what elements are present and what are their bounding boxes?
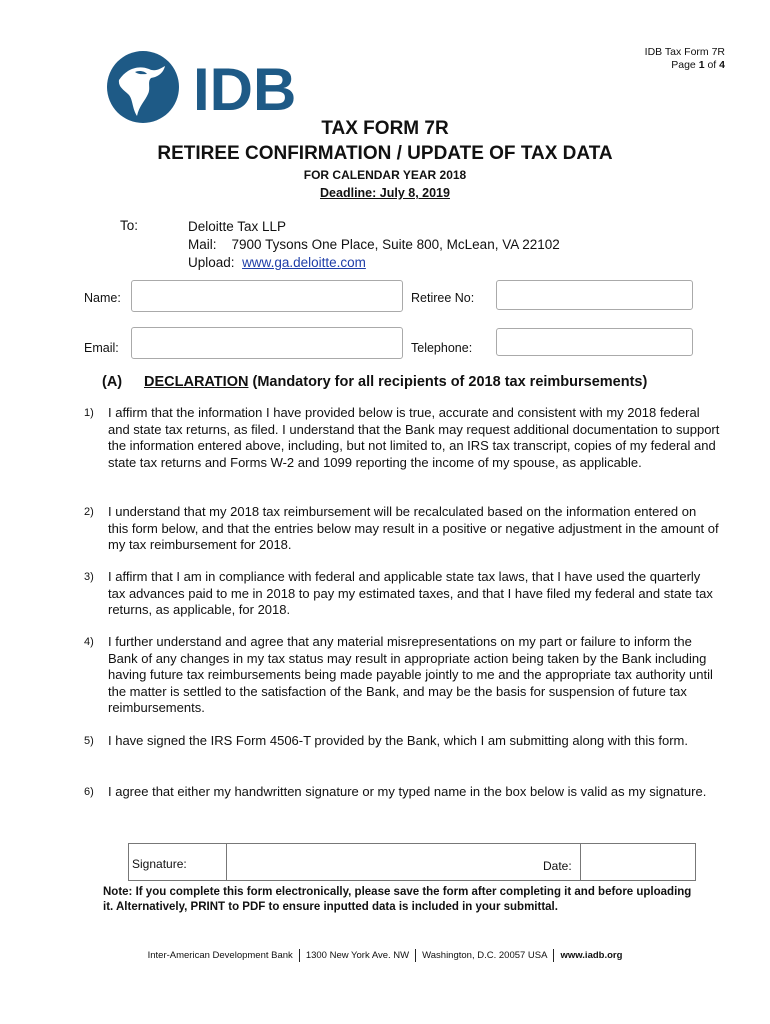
idb-globe-icon xyxy=(105,50,300,125)
declaration-item: I affirm that the information I have provided below is true, accurate and consistent with my 2018 federal and state tax returns, as filed. I understand that the Bank may request additional documentation to support the information entered above, including, but not limited to, an IRS tax transcript, copies of my federal and state tax returns and Forms W-2 and 1099 reporting the income of my spouse, as applicable. xyxy=(108,405,720,470)
footer-separator xyxy=(299,949,300,962)
form-title: TAX FORM 7R xyxy=(321,118,449,139)
submission-note: Note: If you complete this form electronically, please save the form after completing it and before uploading it. Alternatively, PRINT to PDF to ensure inputted data is included in your submittal. xyxy=(103,886,692,913)
upload-row xyxy=(188,254,560,272)
form-reference xyxy=(645,46,725,72)
section-a-subtitle: (Mandatory for all recipients of 2018 tax reimbursements) xyxy=(252,374,648,390)
footer-website[interactable]: www.iadb.org xyxy=(560,950,623,962)
date-field[interactable] xyxy=(582,845,694,879)
email-field[interactable] xyxy=(131,327,403,359)
mail-row xyxy=(188,236,560,254)
email-label: Email: xyxy=(84,341,119,355)
declaration-item: I further understand and agree that any material misrepresentations on my part or failure to inform the Bank of any changes in my tax status may result in appropriate action being taken by the Bank including having future tax reimbursements being made payable jointly to me and the appropriate tax authority until the matter is settled to the satisfaction of the Bank, and may be the basis for suspension of future tax reimbursements. xyxy=(108,634,713,715)
footer-city: Washington, D.C. 20057 USA xyxy=(422,950,548,962)
name-label: Name: xyxy=(84,291,121,305)
date-label: Date: xyxy=(543,859,572,873)
declaration-item: I understand that my 2018 tax reimbursement will be recalculated based on the information entered on this form below, and that the entries below may result in a positive or negative adjustment in the amount of my tax reimbursement for 2018. xyxy=(108,504,719,552)
mail-label: Mail: xyxy=(188,237,217,252)
footer-separator xyxy=(415,949,416,962)
signature-label: Signature: xyxy=(132,857,187,871)
signature-divider xyxy=(226,843,227,881)
declaration-item: I affirm that I am in compliance with federal and applicable state tax laws, that I have used the quarterly tax advances paid to me in 2018 to pay my estimated taxes, and that I have filed my federal and state tax returns, as applicable, for 2018. xyxy=(108,569,713,617)
retiree-no-field[interactable] xyxy=(496,280,693,310)
declaration-item: I agree that either my handwritten signature or my typed name in the box below is valid as my signature. xyxy=(108,784,707,799)
deadline: Deadline: July 8, 2019 xyxy=(320,186,450,200)
date-divider xyxy=(580,843,581,881)
idb-logo xyxy=(105,50,300,125)
signature-field[interactable] xyxy=(228,845,578,879)
form-id: IDB Tax Form 7R xyxy=(644,46,725,58)
footer-address: 1300 New York Ave. NW xyxy=(305,950,410,962)
page-indicator: Page 1 of 4 xyxy=(671,59,725,71)
calendar-year: FOR CALENDAR YEAR 2018 xyxy=(303,168,467,182)
name-field[interactable] xyxy=(131,280,403,312)
mail-address: 7900 Tysons One Place, Suite 800, McLean, VA 22102 xyxy=(231,237,560,252)
declaration-number: 6) xyxy=(84,786,94,798)
section-a-heading xyxy=(144,374,647,390)
declaration-number: 5) xyxy=(84,735,94,747)
retiree-no-label: Retiree No: xyxy=(411,291,475,305)
declaration-item: I have signed the IRS Form 4506-T provided by the Bank, which I am submitting along with this form. xyxy=(108,733,688,748)
declaration-number: 1) xyxy=(84,407,94,419)
upload-label: Upload: xyxy=(188,255,235,270)
form-subtitle: RETIREE CONFIRMATION / UPDATE OF TAX DATA xyxy=(157,143,613,164)
footer-org: Inter-American Development Bank xyxy=(147,950,293,962)
footer-separator xyxy=(553,949,554,962)
section-a-letter: (A) xyxy=(102,374,123,390)
telephone-label: Telephone: xyxy=(411,341,473,355)
telephone-field[interactable] xyxy=(496,328,693,356)
footer xyxy=(0,949,770,962)
idb-logo-text: IDB xyxy=(193,56,297,123)
recipient-block xyxy=(188,218,560,272)
upload-link[interactable]: www.ga.deloitte.com xyxy=(242,255,366,270)
recipient-name: Deloitte Tax LLP xyxy=(188,219,287,234)
declaration-number: 3) xyxy=(84,571,94,583)
declaration-number: 2) xyxy=(84,506,94,518)
section-a-title: DECLARATION xyxy=(144,374,249,390)
to-label: To: xyxy=(120,218,139,233)
declaration-number: 4) xyxy=(84,636,94,648)
